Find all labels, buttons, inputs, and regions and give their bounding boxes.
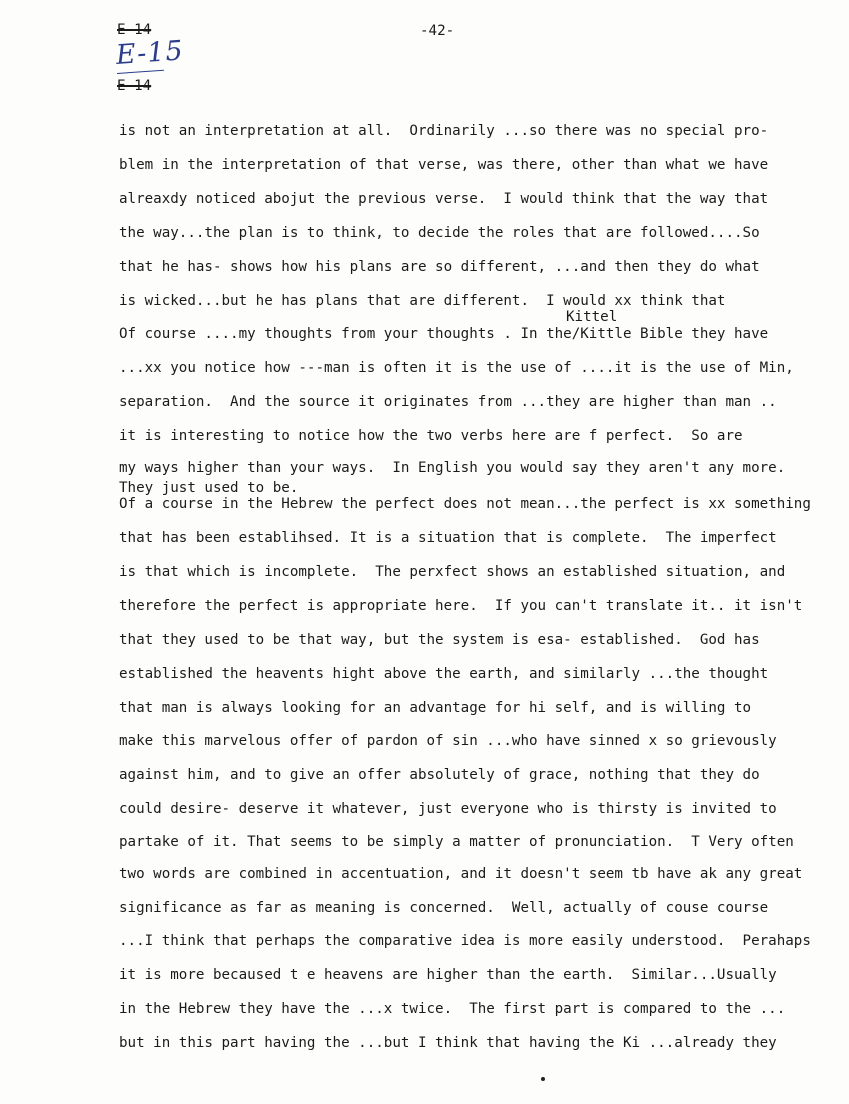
struck-page-mark-upper: E-14 <box>117 22 152 38</box>
text-line: Of course ....my thoughts from your thoughts . In the/Kittle Bible they have <box>119 326 769 342</box>
text-line: blem in the interpretation of that verse, was there, other than what we have <box>119 157 769 173</box>
text-line: separation. And the source it originates from ...they are higher than man .. <box>119 394 777 410</box>
text-line: the way...the plan is to think, to decide the roles that are followed....So <box>119 225 760 241</box>
text-line: ...I think that perhaps the comparative idea is more easily understood. Perahaps <box>119 933 811 949</box>
text-line: my ways higher than your ways. In English you would say they aren't any more. <box>119 460 786 476</box>
page-number: -42- <box>420 23 455 39</box>
text-line: that they used to be that way, but the system is esa- established. God has <box>119 632 760 648</box>
struck-page-mark-lower: E-14 <box>117 78 152 94</box>
text-line: is wicked...but he has plans that are different. I would xx think that <box>119 293 726 309</box>
text-line: is not an interpretation at all. Ordinarily ...so there was no special pro- <box>119 123 769 139</box>
text-line: could desire- deserve it whatever, just everyone who is thirsty is invited to <box>119 801 777 817</box>
text-line: They just used to be. <box>119 480 299 496</box>
text-line: in the Hebrew they have the ...x twice. The first part is compared to the ... <box>119 1001 786 1017</box>
text-line: Of a course in the Hebrew the perfect does not mean...the perfect is xx something <box>119 496 811 512</box>
text-line: that man is always looking for an advantage for hi self, and is willing to <box>119 700 752 716</box>
text-line: alreaxdy noticed abojut the previous verse. I would think that the way that <box>119 191 769 207</box>
text-line: established the heavents hight above the earth, and similarly ...the thought <box>119 666 769 682</box>
text-line: two words are combined in accentuation, and it doesn't seem tb have ak any great <box>119 866 803 882</box>
text-line: ...xx you notice how ---man is often it is the use of ....it is the use of Min, <box>119 360 794 376</box>
text-line: significance as far as meaning is concerned. Well, actually of couse course <box>119 900 769 916</box>
text-line: but in this part having the ...but I think that having the Ki ...already they <box>119 1035 777 1051</box>
text-line: against him, and to give an offer absolutely of grace, nothing that they do <box>119 767 760 783</box>
text-line: make this marvelous offer of pardon of sin ...who have sinned x so grievously <box>119 733 777 749</box>
text-line: it is more becaused t e heavens are higher than the earth. Similar...Usually <box>119 967 777 983</box>
text-line: partake of it. That seems to be simply a matter of pronunciation. T Very often <box>119 834 794 850</box>
ink-dot <box>541 1077 545 1081</box>
text-line: therefore the perfect is appropriate here. If you can't translate it.. it isn't <box>119 598 803 614</box>
text-line: is that which is incomplete. The perxfect shows an established situation, and <box>119 564 786 580</box>
handwritten-page-mark: E-15 <box>114 35 185 71</box>
text-line: that has been establihsed. It is a situation that is complete. The imperfect <box>119 530 777 546</box>
interlinear-insertion: Kittel <box>566 309 618 325</box>
text-line: that he has- shows how his plans are so different, ...and then they do what <box>119 259 760 275</box>
text-line: it is interesting to notice how the two verbs here are f perfect. So are <box>119 428 743 444</box>
